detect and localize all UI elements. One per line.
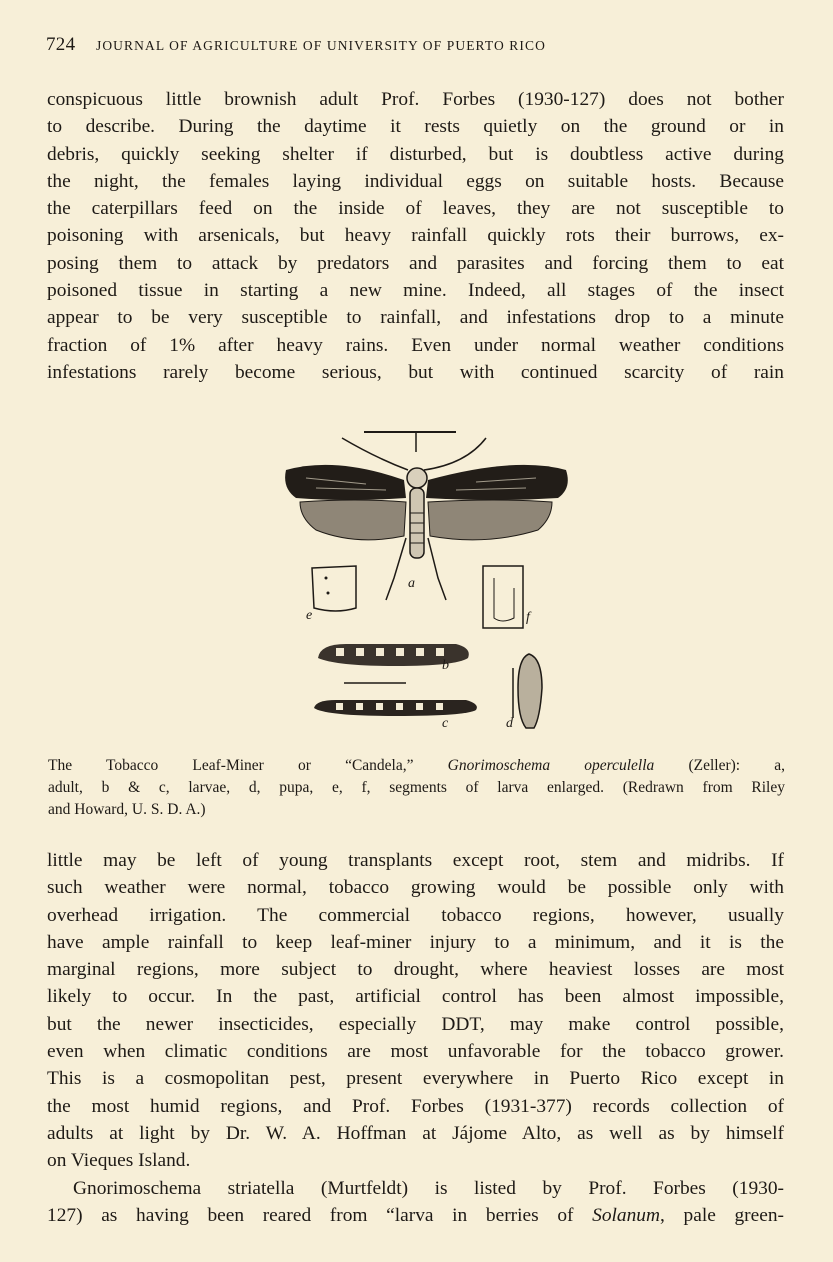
text-line: to describe. During the daytime it rests quietly on the ground or in (47, 116, 784, 138)
caption-line: adult, b & c, larvae, d, pupa, e, f, segments of larva enlarged. (Redrawn from Riley (48, 779, 785, 796)
text-line: This is a cosmopolitan pest, present everywhere in Puerto Rico except in (47, 1068, 784, 1090)
journal-title: JOURNAL OF AGRICULTURE OF UNIVERSITY OF PUERTO RICO (95, 38, 546, 53)
figure-label-e: e (306, 608, 313, 623)
caption-line (48, 755, 785, 777)
text-line: fraction of 1% after heavy rains. Even under normal weather conditions (47, 334, 784, 356)
text-line: overhead irrigation. The commercial tobacco regions, however, usually (47, 904, 784, 926)
moth-drawing (276, 418, 576, 738)
figure-label-b: b (442, 658, 449, 673)
text-line: likely to occur. In the past, artificial control has been almost impossible, (47, 986, 784, 1008)
text-line: poisoned tissue in starting a new mine. Indeed, all stages of the insect (47, 280, 784, 302)
figure-label-a: a (408, 576, 415, 591)
text-line: marginal regions, more subject to drought, where heaviest losses are most (47, 959, 784, 981)
text-line: appear to be very susceptible to rainfall, and infestations drop to a minute (47, 307, 784, 329)
paragraph-1 (47, 86, 784, 386)
caption-text: The Tobacco Leaf-Miner or “Candela,” (48, 757, 448, 774)
caption-line: and Howard, U. S. D. A.) (48, 801, 206, 818)
species-name: Gnorimoschema operculella (447, 757, 655, 774)
text-line: debris, quickly seeking shelter if disturbed, but is doubtless active during (47, 143, 784, 165)
text-line: Gnorimoschema striatella (Murtfeldt) is listed by Prof. Forbes (1930- (73, 1178, 784, 1199)
hindwing-right (428, 500, 552, 540)
text-line (47, 1202, 784, 1229)
text-line: but the newer insecticides, especially DDT, may make control possible, (47, 1013, 784, 1035)
text-line: on Vieques Island. (47, 1150, 191, 1172)
figure-caption (48, 755, 785, 821)
genus-name: Solanum (592, 1205, 661, 1227)
figure-label-f: f (526, 610, 530, 625)
text-line: poisoning with arsenicals, but heavy rainfall quickly rots their burrows, ex- (47, 225, 784, 247)
forewing-right (426, 465, 568, 500)
paragraph-2 (47, 847, 784, 1175)
leaf-miner-illustration (276, 418, 576, 738)
text-line: have ample rainfall to keep leaf-miner injury to a minimum, and it is the (47, 931, 784, 953)
text-line: adults at light by Dr. W. A. Hoffman at Jájome Alto, as well as by himself (47, 1122, 784, 1144)
text-line: conspicuous little brownish adult Prof. Forbes (1930-127) does not bother (47, 89, 784, 110)
text-line: posing them to attack by predators and parasites and forcing them to eat (47, 252, 784, 274)
text-line: the most humid regions, and Prof. Forbes (1931-377) records collection of (47, 1095, 784, 1117)
text-line: infestations rarely become serious, but with continued scarcity of rain (47, 361, 784, 383)
paragraph-3 (47, 1175, 784, 1230)
hindwing-left (300, 500, 406, 540)
text-line: even when climatic conditions are most unfavorable for the tobacco grower. (47, 1041, 784, 1063)
figure-label-d: d (506, 716, 513, 731)
text-line: little may be left of young transplants except root, stem and midribs. If (47, 850, 784, 871)
text-line: the caterpillars feed on the inside of leaves, they are not susceptible to (47, 198, 784, 220)
text-line: the night, the females laying individual eggs on suitable hosts. Because (47, 170, 784, 192)
text-line: such weather were normal, tobacco growing would be possible only with (47, 877, 784, 899)
caption-text: (Zeller): a, (654, 757, 785, 774)
text-span: , pale green- (660, 1205, 784, 1227)
segment-e (312, 566, 356, 611)
page-number: 724 (46, 34, 76, 55)
pupa-d (518, 654, 542, 728)
segment-f (483, 566, 523, 628)
running-header (46, 34, 806, 56)
text-span: 127) as having been reared from “larva in berries of (47, 1205, 593, 1227)
figure-label-c: c (442, 716, 449, 731)
